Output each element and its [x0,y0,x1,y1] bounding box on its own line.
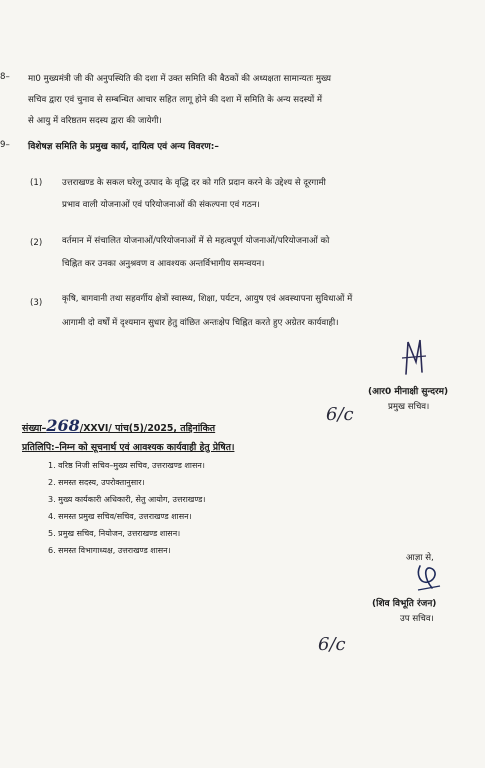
item-1-line-2: प्रभाव वाली योजनाओं एवं परियोजनाओं की संकल्पना एवं गठन। [62,200,260,210]
section-9-heading: विशेषज्ञ समिति के प्रमुख कार्य, दायित्व एवं अन्य विवरण:– [28,142,219,152]
item-3-number: (3) [30,298,43,308]
section-8-line-2: सचिव द्वारा एवं चुनाव से सम्बन्धित आचार सहित लागू होने की दशा में समिति के अन्य सदस्यों में [28,95,323,105]
copy-heading: प्रतिलिपि:–निम्न को सूचनार्थ एवं आवश्यक कार्यवाही हेतु प्रेषित। [22,442,235,453]
section-8-line-3: से आयु में वरिष्ठतम सदस्य द्वारा की जायेगी। [28,116,162,126]
recipient-1: 1. वरिष्ठ निजी सचिव–मुख्य सचिव, उत्तराखण्ड शासन। [48,461,205,470]
recipient-3: 3. मुख्य कार्यकारी अधिकारी, सेतु आयोग, उत्तराखण्ड। [48,495,206,504]
signature-scribble-1 [398,336,432,378]
order-text: आज्ञा से, [406,553,434,563]
signature-1-designation: प्रमुख सचिव। [388,402,430,412]
reference-handwritten-number: 268 [46,416,80,435]
recipient-2: 2. समस्त सदस्य, उपरोक्तानुसार। [48,478,145,487]
section-9-number: 9– [0,140,10,150]
reference-suffix: /XXVI/ पांच(5)/2025, तद्दिनांकित [79,423,216,434]
reference-prefix: संख्या– [22,423,47,434]
item-1-line-1: उत्तराखण्ड के सकल घरेलू उत्पाद के वृद्धि दर को गति प्रदान करने के उद्देश्य से दूरगामी [62,178,326,188]
recipient-4: 4. समस्त प्रमुख सचिव/सचिव, उत्तराखण्ड शासन। [48,512,192,521]
signature-1-name: (आर0 मीनाक्षी सुन्दरम) [368,387,449,397]
recipient-5: 5. प्रमुख सचिव, नियोजन, उत्तराखण्ड शासन। [48,529,181,538]
item-1-number: (1) [30,178,43,188]
item-2-line-2: चिह्नित कर उनका अनुश्रवण व आवश्यक अन्तर्विभागीय समन्वयन। [62,259,265,269]
item-2-line-1: वर्तमान में संचालित योजनाओं/परियोजनाओं में से महत्वपूर्ण योजनाओं/परियोजनाओं को [62,236,330,246]
signature-2-name: (शिव विभूति रंजन) [372,599,437,609]
recipient-6: 6. समस्त विभागाध्यक्ष, उत्तराखण्ड शासन। [48,546,171,555]
signature-scribble-2 [414,560,444,594]
handwritten-initial-1: 6/c [326,404,354,425]
section-8-line-1: मा0 मुख्यमंत्री जी की अनुपस्थिति की दशा में उक्त समिति की बैठकों की अध्यक्षता सामान्यतः मुख्य [28,74,331,84]
signature-2-designation: उप सचिव। [400,614,434,624]
item-3-line-1: कृषि, बागवानी तथा सहवर्गीय क्षेत्रों स्वास्थ्य, शिक्षा, पर्यटन, आयुष एवं अवस्थापना सुविधाओं में [62,294,353,304]
section-8-number: 8– [0,72,10,82]
reference-line [22,416,215,435]
handwritten-initial-2: 6/c [318,634,346,655]
item-2-number: (2) [30,238,43,248]
item-3-line-2: आगामी दो वर्षों में दृश्यमान सुधार हेतु वांछित अन्तःक्षेप चिह्नित करते हुए अग्रेतर कार्यवाही। [62,318,339,328]
